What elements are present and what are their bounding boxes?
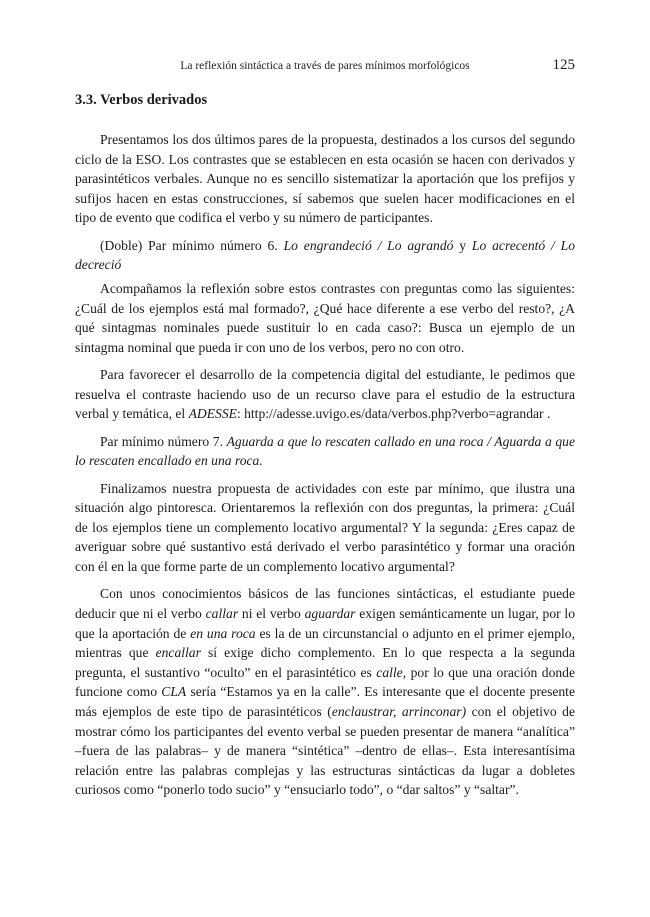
running-header bbox=[75, 57, 575, 77]
explanation-text-f: , por lo que una oración donde funcione como bbox=[75, 664, 575, 700]
pair-7-examples: Aguarda a que lo rescaten callado en una roca / Aguarda a que lo rescaten encallado en una roca. bbox=[75, 433, 575, 469]
term-calle: calle bbox=[376, 664, 403, 680]
paragraph-final-activity: Finalizamos nuestra propuesta de actividades con este par mínimo, que ilustra una situación algo pintoresca. Orientaremos la reflexión con dos preguntas, la primera: ¿Cuál de los ejemplos tiene un complemento locativo argumental? Y la segunda: ¿Eres capaz de averiguar sobre qué sustantivo está derivado el verbo parasintético y formar una oración con él en la que forme parte de un complemento locativo argumental? bbox=[75, 480, 575, 575]
term-cla: CLA bbox=[161, 684, 187, 700]
paragraph-questions: Acompañamos la reflexión sobre estos contrastes con preguntas como las siguientes: ¿Cuál de los ejemplos está mal formado?, ¿Qué hace diferente a ese verbo del resto?, ¿A qué sintagmas nominales puede sustituir lo en cada caso?: Busca un ejemplo de un sintagma nominal que pueda ir con uno de los verbos, pero no con otro. bbox=[75, 280, 575, 355]
paragraph-explanation bbox=[75, 584, 575, 800]
explanation-text-b: ni el verbo bbox=[238, 606, 305, 622]
term-callar: callar bbox=[205, 606, 239, 622]
term-en-una-roca: en una roca bbox=[190, 625, 256, 641]
pair-6-conjunction: y bbox=[453, 237, 472, 253]
pair-6-example-b: Lo acrecentó / Lo decreció bbox=[75, 237, 576, 273]
explanation-text-c: exigen semánticamente un lugar, por lo que la aportación de bbox=[75, 606, 576, 641]
term-enclaustrar-arrinconar: enclaustrar, arrinconar) bbox=[331, 704, 467, 720]
explanation-text-a: Con unos conocimientos básicos de las funciones sintácticas, el estudiante puede deducir que ni el verbo bbox=[75, 586, 575, 622]
explanation-text-d: es la de un circunstancial o adjunto en el primer ejemplo, mientras que bbox=[75, 625, 575, 661]
section-heading: 3.3. Verbos derivados bbox=[75, 92, 208, 108]
page-number: 125 bbox=[552, 57, 575, 73]
pair-6-example-a: Lo engrandeció / Lo agrandó bbox=[283, 237, 454, 253]
paragraph-pair-6 bbox=[75, 236, 575, 275]
explanation-text-e: sí exige dicho complemento. En lo que respecta a la segunda pregunta, el sustantivo “oculto” en el parasintético es bbox=[75, 645, 576, 680]
running-title: La reflexión sintáctica a través de pares mínimos morfológicos bbox=[180, 60, 470, 72]
explanation-text-h: con el objetivo de mostrar cómo los participantes del evento verbal se pueden presentar de manera “analítica” –fuera de las palabras– y de manera “sintética” –dentro de ellas–. Esta interesantísima relación entre las palabras complejas y las estructuras sintácticas da lugar a dobletes curiosos como “ponerlo todo sucio” y “ensuciarlo todo”, o “dar saltos” y “saltar”. bbox=[75, 704, 575, 798]
digital-text-a: Para favorecer el desarrollo de la competencia digital del estudiante, le pedimos que resuelva el contraste haciendo uso de un recurso clave para el estudio de la estructura verbal y temática, el bbox=[75, 367, 575, 422]
paragraph-digital bbox=[75, 365, 575, 424]
pair-6-label: (Doble) Par mínimo número 6. bbox=[100, 237, 284, 253]
explanation-text-g: sería “Estamos ya en la calle”. Es interesante que el docente presente más ejemplos de este tipo de parasintéticos ( bbox=[75, 684, 575, 720]
term-encallar: encallar bbox=[155, 645, 201, 661]
paragraph-pair-7 bbox=[75, 432, 575, 471]
paragraph-intro: Presentamos los dos últimos pares de la propuesta, destinados a los cursos del segundo ciclo de la ESO. Los contrastes que se establecen en esta ocasión se hacen con derivados y parasintéticos verbales. Aunque no es sencillo sistematizar la aportación que los prefijos y sufijos hacen en estas construcciones, sí sabemos que suelen hacer modificaciones en el tipo de evento que codifica el verbo y su número de participantes. bbox=[75, 132, 575, 226]
body-text bbox=[75, 130, 575, 808]
term-aguardar: aguardar bbox=[304, 606, 356, 622]
pair-7-label: Par mínimo número 7. bbox=[100, 433, 227, 449]
adesse-url: : http://adesse.uvigo.es/data/verbos.php?verbo=agrandar . bbox=[236, 406, 551, 422]
adesse-term: ADESSE bbox=[188, 406, 237, 422]
